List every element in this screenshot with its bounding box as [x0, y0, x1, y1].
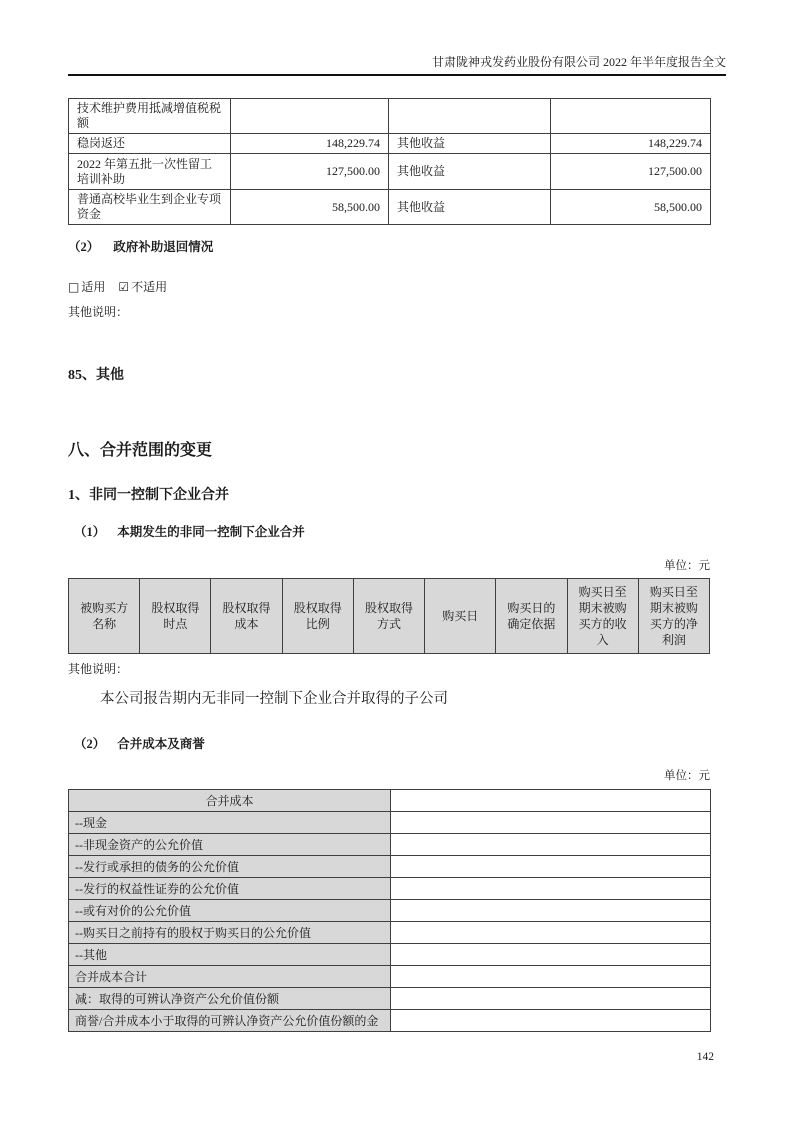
value-cell: [391, 900, 711, 922]
cost-item-label: --购买日之前持有的股权于购买日的公允价值: [69, 922, 391, 944]
other-notes-label: 其他说明：: [68, 305, 129, 319]
applicable-option: [68, 280, 105, 294]
column-header-equity-method: 股权取得方式: [353, 579, 424, 654]
other-notes-label: 其他说明：: [68, 662, 129, 676]
applicability-row: [68, 280, 726, 295]
value-cell: [391, 790, 711, 812]
value-cell: [391, 834, 711, 856]
column-header-equity-time: 股权取得时点: [140, 579, 211, 654]
subsidy-category-cell: 其他收益: [389, 134, 551, 154]
subsidy-related-amount-cell: 58,500.00: [551, 190, 711, 225]
cost-item-label: 合并成本合计: [69, 966, 391, 988]
table-row: [69, 988, 711, 1010]
cost-item-label: --现金: [69, 812, 391, 834]
cost-item-label: 商誉/合并成本小于取得的可辨认净资产公允价值份额的金: [69, 1010, 391, 1032]
value-cell: [391, 878, 711, 900]
report-header-title: 甘肃陇神戎发药业股份有限公司 2022 年半年度报告全文: [431, 55, 726, 69]
column-header-purchase-date-basis: 购买日的确定依据: [496, 579, 567, 654]
table-row: [69, 812, 711, 834]
cost-item-label: --或有对价的公允价值: [69, 900, 391, 922]
subsidy-amount-cell: 127,500.00: [231, 154, 389, 190]
value-cell: [391, 812, 711, 834]
value-cell: [391, 944, 711, 966]
subsidy-amount-cell: 148,229.74: [231, 134, 389, 154]
merger-note-text: 本公司报告期内无非同一控制下企业合并取得的子公司: [100, 691, 448, 707]
subsection-title: 合并成本及商誉: [117, 737, 205, 751]
subsidy-table: [68, 98, 711, 225]
table-header-row: [69, 790, 711, 812]
table-row: [69, 1010, 711, 1032]
column-header-equity-ratio: 股权取得比例: [282, 579, 353, 654]
subsidy-related-amount-cell: 148,229.74: [551, 134, 711, 154]
table-row: [69, 878, 711, 900]
table-row: [69, 134, 711, 154]
table-header-row: [69, 579, 710, 654]
subsidy-name-cell: 技术维护费用抵减增值税税额: [69, 99, 231, 134]
subsection-heading-merger-cost-goodwill: [74, 736, 726, 752]
column-header-acquiree-net-profit: 购买日至期末被购买方的净利润: [638, 579, 709, 654]
subsidy-amount-cell: 58,500.00: [231, 190, 389, 225]
column-header-equity-cost: 股权取得成本: [211, 579, 282, 654]
unit-label: 单位：元: [664, 770, 710, 782]
page-header: [68, 55, 726, 76]
section-title: 政府补助退回情况: [113, 240, 214, 254]
table-row: [69, 922, 711, 944]
column-header-acquiree-name: 被购买方名称: [69, 579, 140, 654]
subsection-heading-current-mergers: [74, 524, 726, 540]
unit-label: 单位：元: [664, 560, 710, 572]
table-row: [69, 154, 711, 190]
subsidy-amount-cell: [231, 99, 389, 134]
table-row: [69, 834, 711, 856]
applicable-label: 适用: [81, 280, 106, 294]
merger-cost-table: [68, 789, 711, 1032]
subsidy-name-cell: 2022 年第五批一次性留工培训补助: [69, 154, 231, 190]
column-header-acquiree-revenue: 购买日至期末被购买方的收入: [567, 579, 638, 654]
not-applicable-label: 不适用: [131, 280, 168, 294]
checkbox-checked-icon: ☑: [118, 280, 130, 294]
section-heading-subsidy-refund: [68, 239, 726, 256]
value-cell: [391, 922, 711, 944]
not-applicable-option: [118, 280, 167, 294]
chapter-heading-consolidation-scope: 八、合并范围的变更: [68, 442, 213, 459]
table-row: [69, 856, 711, 878]
subsection-number: （2）: [74, 737, 106, 751]
value-cell: [391, 1010, 711, 1032]
section-heading-non-common-control: 1、非同一控制下企业合并: [68, 488, 229, 503]
value-cell: [391, 856, 711, 878]
cost-item-label: --发行的权益性证券的公允价值: [69, 878, 391, 900]
checkbox-unchecked-icon: □: [68, 280, 80, 294]
subsidy-category-cell: 其他收益: [389, 190, 551, 225]
subsection-title: 本期发生的非同一控制下企业合并: [117, 525, 305, 539]
subsidy-related-amount-cell: 127,500.00: [551, 154, 711, 190]
table-row: [69, 190, 711, 225]
value-cell: [391, 966, 711, 988]
cost-table-header: 合并成本: [69, 790, 391, 812]
cost-item-label: --其他: [69, 944, 391, 966]
table-row: [69, 900, 711, 922]
column-header-purchase-date: 购买日: [425, 579, 496, 654]
subsidy-name-cell: 稳岗返还: [69, 134, 231, 154]
subsidy-related-amount-cell: [551, 99, 711, 134]
table-row: [69, 966, 711, 988]
table-row: [69, 99, 711, 134]
cost-item-label: --非现金资产的公允价值: [69, 834, 391, 856]
section-heading-other: 85、其他: [68, 368, 124, 383]
subsidy-name-cell: 普通高校毕业生到企业专项资金: [69, 190, 231, 225]
section-number: （2）: [68, 240, 100, 254]
subsection-number: （1）: [74, 525, 106, 539]
subsidy-category-cell: 其他收益: [389, 154, 551, 190]
table-row: [69, 944, 711, 966]
merger-table: [68, 578, 710, 654]
subsidy-category-cell: [389, 99, 551, 134]
cost-item-label: --发行或承担的债务的公允价值: [69, 856, 391, 878]
value-cell: [391, 988, 711, 1010]
cost-item-label: 减：取得的可辨认净资产公允价值份额: [69, 988, 391, 1010]
page-number: 142: [696, 1051, 714, 1063]
